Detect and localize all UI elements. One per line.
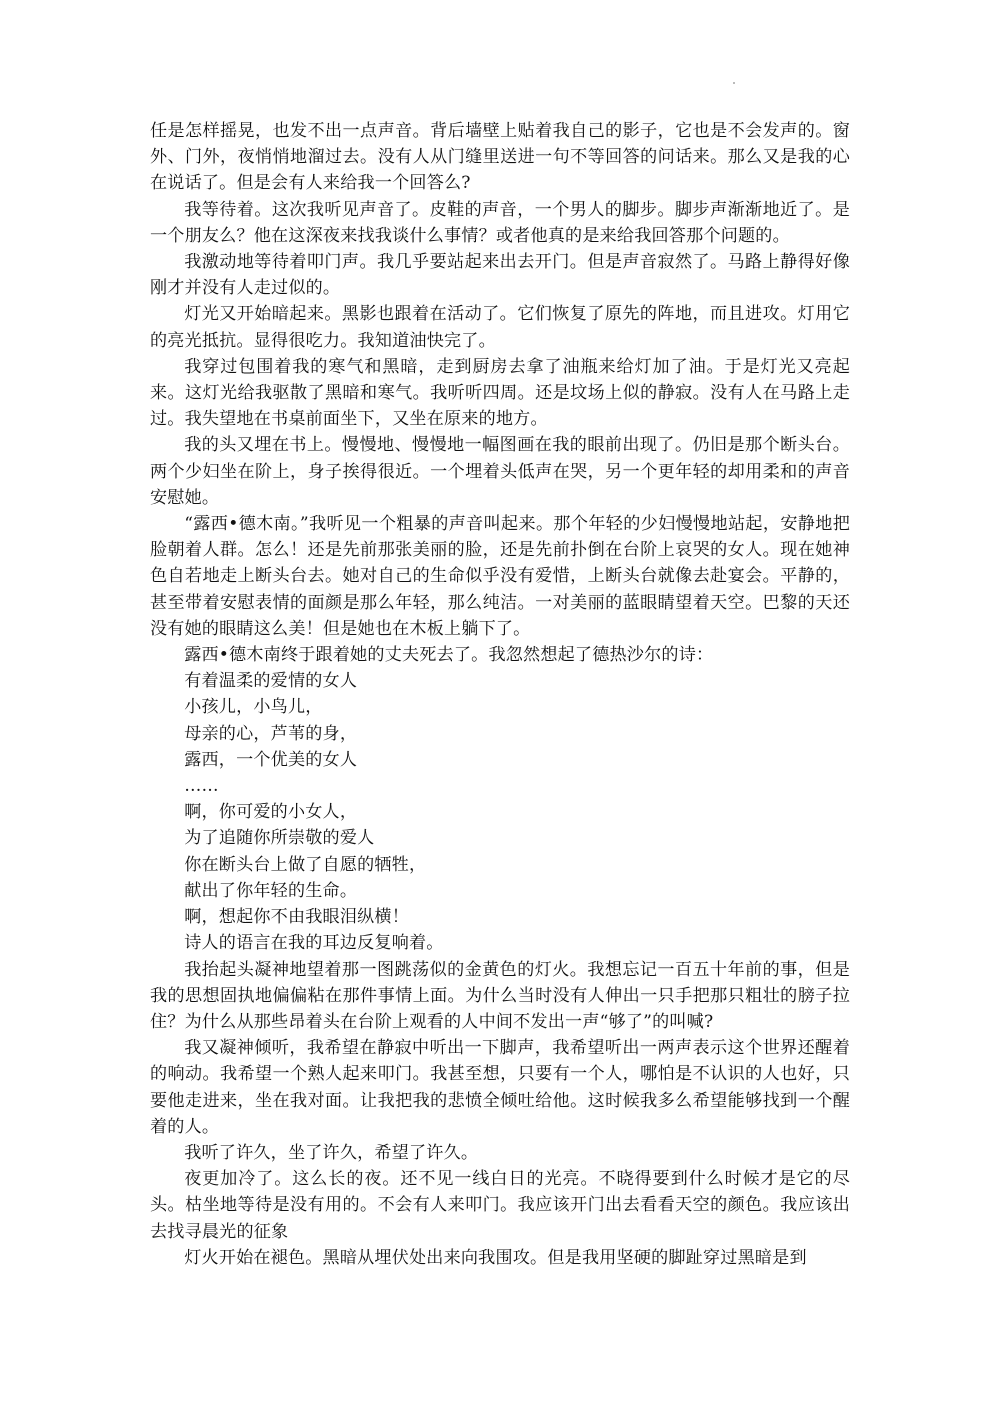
- poem-line: 啊，你可爱的小女人，: [184, 802, 358, 823]
- paragraph: 我穿过包围着我的寒气和黑暗，走到厨房去拿了油瓶来给灯加了油。于是灯光又亮起来。这灯光给我驱散了黑暗和寒气。我听听四周。还是坟场上似的静寂。没有人在马路上走过。我失望地在书桌前面坐下，又坐在原来的地方。: [150, 356, 850, 430]
- paragraph: 露西•德木南终于跟着她的丈夫死去了。我忽然想起了德热沙尔的诗：: [184, 645, 714, 666]
- paragraph: “露西•德木南。”我听见一个粗暴的声音叫起来。那个年轻的少妇慢慢地站起，安静地把脸朝着人群。怎么！还是先前那张美丽的脸，还是先前扑倒在台阶上哀哭的女人。现在她神色自若地走上断头台去。她对自己的生命似乎没有爱惜，上断头台就像去赴宴会。平静的，甚至带着安慰表情的面颜是那么年轻，那么纯洁。一对美丽的蓝眼睛望着天空。巴黎的天还没有她的眼睛这么美！但是她也在木板上躺下了。: [150, 514, 850, 639]
- paragraph: 灯火开始在褪色。黑暗从埋伏处出来向我围攻。但是我用坚硬的脚趾穿过黑暗是到: [184, 1247, 807, 1268]
- poem-line: 为了追随你所崇敬的爱人: [184, 828, 375, 849]
- poem-line: ……: [184, 776, 219, 797]
- corner-mark: [733, 82, 735, 84]
- poem-line: 诗人的语言在我的耳边反复响着。: [184, 933, 444, 954]
- paragraph: 夜更加冷了。这么长的夜。还不见一线白日的光亮。不晓得要到什么时候才是它的尽头。枯坐地等待是没有用的。不会有人来叩门。我应该开门出去看看天空的颜色。我应该出去找寻晨光的征象: [150, 1169, 850, 1242]
- paragraph: 我抬起头凝神地望着那一图跳荡似的金黄色的灯火。我想忘记一百五十年前的事，但是我的思想固执地偏偏粘在那件事情上面。为什么当时没有人伸出一只手把那只粗壮的膀子拉住？为什么从那些昂着头在台阶上观看的人中间不发出一声“够了”的叫喊?: [150, 959, 850, 1032]
- paragraph: 灯光又开始暗起来。黑影也跟着在活动了。它们恢复了原先的阵地，而且进攻。灯用它的亮光抵抗。显得很吃力。我知道油快完了。: [150, 304, 850, 351]
- paragraph: 我等待着。这次我听见声音了。皮鞋的声音，一个男人的脚步。脚步声渐渐地近了。是一个朋友么？他在这深夜来找我谈什么事情？或者他真的是来给我回答那个问题的。: [150, 199, 850, 246]
- poem-line: 小孩儿，小鸟儿，: [184, 697, 323, 718]
- paragraph: 我激动地等待着叩门声。我几乎要站起来出去开门。但是声音寂然了。马路上静得好像刚才并没有人走过似的。: [150, 252, 850, 299]
- document-body: [150, 118, 850, 1271]
- poem-line: 有着温柔的爱情的女人: [184, 671, 358, 692]
- paragraph: 我又凝神倾听，我希望在静寂中听出一下脚声，我希望听出一两声表示这个世界还醒着的响动。我希望一个熟人起来叩门。我甚至想，只要有一个人，哪怕是不认识的人也好，只要他走进来，坐在我对面。让我把我的悲愤全倾吐给他。这时候我多么希望能够找到一个醒着的人。: [150, 1038, 850, 1137]
- poem-line: 露西，一个优美的女人: [184, 749, 358, 770]
- paragraph: 我听了许久，坐了许久，希望了许久。: [184, 1142, 479, 1163]
- poem-line: 母亲的心，芦苇的身，: [184, 723, 358, 744]
- paragraph: 任是怎样摇晃，也发不出一点声音。背后墙壁上贴着我自己的影子，它也是不会发声的。窗外、门外，夜悄悄地溜过去。没有人从门缝里送进一句不等回答的问话来。那么又是我的心在说话了。但是会有人来给我一个回答么?: [150, 121, 850, 194]
- paragraph: 我的头又埋在书上。慢慢地、慢慢地一幅图画在我的眼前出现了。仍旧是那个断头台。两个少妇坐在阶上，身子挨得很近。一个埋着头低声在哭，另一个更年轻的却用柔和的声音安慰她。: [150, 435, 850, 508]
- poem-line: 你在断头台上做了自愿的牺牲，: [184, 854, 427, 875]
- poem-line: 献出了你年轻的生命。: [184, 880, 358, 901]
- poem-line: 啊，想起你不由我眼泪纵横！: [184, 907, 410, 928]
